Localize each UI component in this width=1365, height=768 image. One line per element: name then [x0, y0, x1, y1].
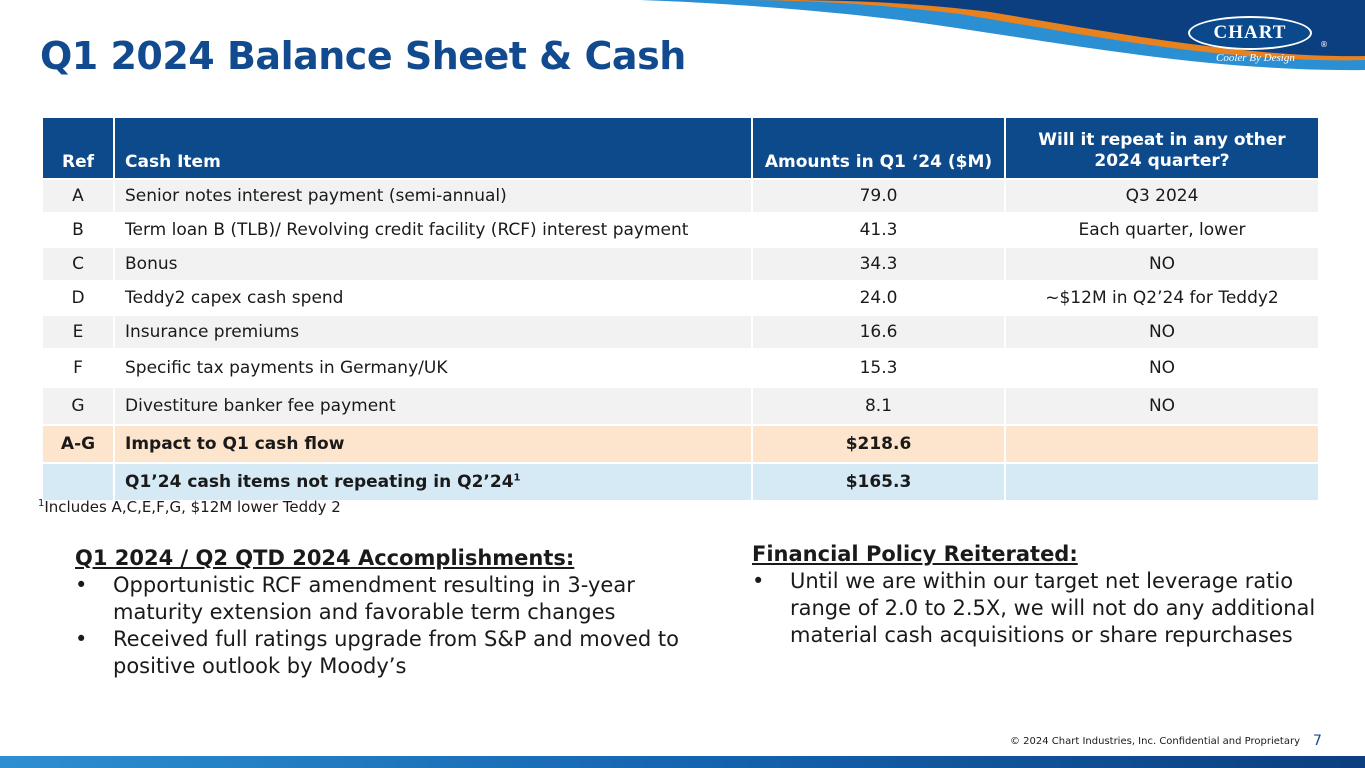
- not-repeating-footnote-mark: 1: [513, 472, 521, 484]
- impact-amount: $218.6: [752, 425, 1005, 463]
- bullet-marker: •: [75, 573, 88, 597]
- table-footnote: [38, 498, 341, 516]
- copyright-notice: © 2024 Chart Industries, Inc. Confidential and Proprietary: [1010, 736, 1301, 747]
- table-row: [42, 281, 1319, 315]
- list-item-text: Opportunistic RCF amendment resulting in 3-year maturity extension and favorable term changes: [113, 573, 635, 624]
- header-repeat: Will it repeat in any other 2024 quarter?: [1005, 117, 1319, 179]
- row-amount: 8.1: [752, 387, 1005, 425]
- accomplishments-heading: Q1 2024 / Q2 QTD 2024 Accomplishments:: [75, 546, 575, 570]
- row-ref: B: [42, 213, 114, 247]
- row-item: Insurance premiums: [114, 315, 752, 349]
- row-item: Senior notes interest payment (semi-annual): [114, 179, 752, 213]
- cash-items-table: [41, 116, 1320, 502]
- list-item: [75, 626, 715, 680]
- header-cash-item: Cash Item: [114, 117, 752, 179]
- row-repeat: NO: [1005, 387, 1319, 425]
- row-amount: 41.3: [752, 213, 1005, 247]
- logo-tagline: Cooler By Design: [1216, 52, 1295, 64]
- row-item: Specific tax payments in Germany/UK: [114, 349, 752, 387]
- impact-item: Impact to Q1 cash flow: [114, 425, 752, 463]
- table-row: [42, 179, 1319, 213]
- impact-repeat: [1005, 425, 1319, 463]
- row-item: Teddy2 capex cash spend: [114, 281, 752, 315]
- not-repeating-repeat: [1005, 463, 1319, 501]
- row-repeat: NO: [1005, 315, 1319, 349]
- list-item: [75, 572, 715, 626]
- not-repeating-item: [114, 463, 752, 501]
- page-number: 7: [1313, 733, 1322, 749]
- impact-ref: A-G: [42, 425, 114, 463]
- table-row: [42, 387, 1319, 425]
- row-repeat: NO: [1005, 349, 1319, 387]
- row-ref: F: [42, 349, 114, 387]
- row-repeat: Each quarter, lower: [1005, 213, 1319, 247]
- chart-logo: [1188, 16, 1328, 72]
- table-row: [42, 213, 1319, 247]
- financial-policy-panel: [752, 541, 1322, 649]
- not-repeating-item-text: Q1’24 cash items not repeating in Q2’24: [125, 472, 514, 492]
- not-repeating-row: [42, 463, 1319, 501]
- financial-policy-list: [752, 568, 1322, 649]
- list-item-text: Received full ratings upgrade from S&P and moved to positive outlook by Moody’s: [113, 627, 680, 678]
- accomplishments-list: [75, 572, 715, 680]
- table-header-row: [42, 117, 1319, 179]
- table-row: [42, 315, 1319, 349]
- footnote-mark: 1: [38, 498, 45, 509]
- logo-registered-mark: ®: [1320, 40, 1328, 49]
- row-amount: 79.0: [752, 179, 1005, 213]
- footnote-text: Includes A,C,E,F,G, $12M lower Teddy 2: [44, 498, 341, 516]
- row-amount: 16.6: [752, 315, 1005, 349]
- row-ref: E: [42, 315, 114, 349]
- slide-title: Q1 2024 Balance Sheet & Cash: [40, 34, 686, 78]
- row-amount: 15.3: [752, 349, 1005, 387]
- table-row: [42, 349, 1319, 387]
- financial-policy-heading: Financial Policy Reiterated:: [752, 542, 1078, 566]
- not-repeating-ref: [42, 463, 114, 501]
- header-ref: Ref: [42, 117, 114, 179]
- not-repeating-amount: $165.3: [752, 463, 1005, 501]
- row-ref: D: [42, 281, 114, 315]
- table-row: [42, 247, 1319, 281]
- row-amount: 24.0: [752, 281, 1005, 315]
- bullet-marker: •: [752, 569, 765, 593]
- row-repeat: NO: [1005, 247, 1319, 281]
- row-item: Divestiture banker fee payment: [114, 387, 752, 425]
- impact-total-row: [42, 425, 1319, 463]
- list-item: [752, 568, 1322, 649]
- row-repeat: ~$12M in Q2’24 for Teddy2: [1005, 281, 1319, 315]
- accomplishments-panel: [75, 545, 715, 680]
- row-repeat: Q3 2024: [1005, 179, 1319, 213]
- row-ref: A: [42, 179, 114, 213]
- row-item: Bonus: [114, 247, 752, 281]
- row-amount: 34.3: [752, 247, 1005, 281]
- row-item: Term loan B (TLB)/ Revolving credit facility (RCF) interest payment: [114, 213, 752, 247]
- list-item-text: Until we are within our target net leverage ratio range of 2.0 to 2.5X, we will not do any additional material cash acquisitions or share repurchases: [790, 569, 1316, 647]
- logo-word: CHART: [1213, 22, 1287, 43]
- row-ref: G: [42, 387, 114, 425]
- bullet-marker: •: [75, 627, 88, 651]
- bottom-accent-bar: [0, 756, 1365, 768]
- header-amount: Amounts in Q1 ‘24 ($M): [752, 117, 1005, 179]
- row-ref: C: [42, 247, 114, 281]
- logo-oval: [1188, 16, 1312, 50]
